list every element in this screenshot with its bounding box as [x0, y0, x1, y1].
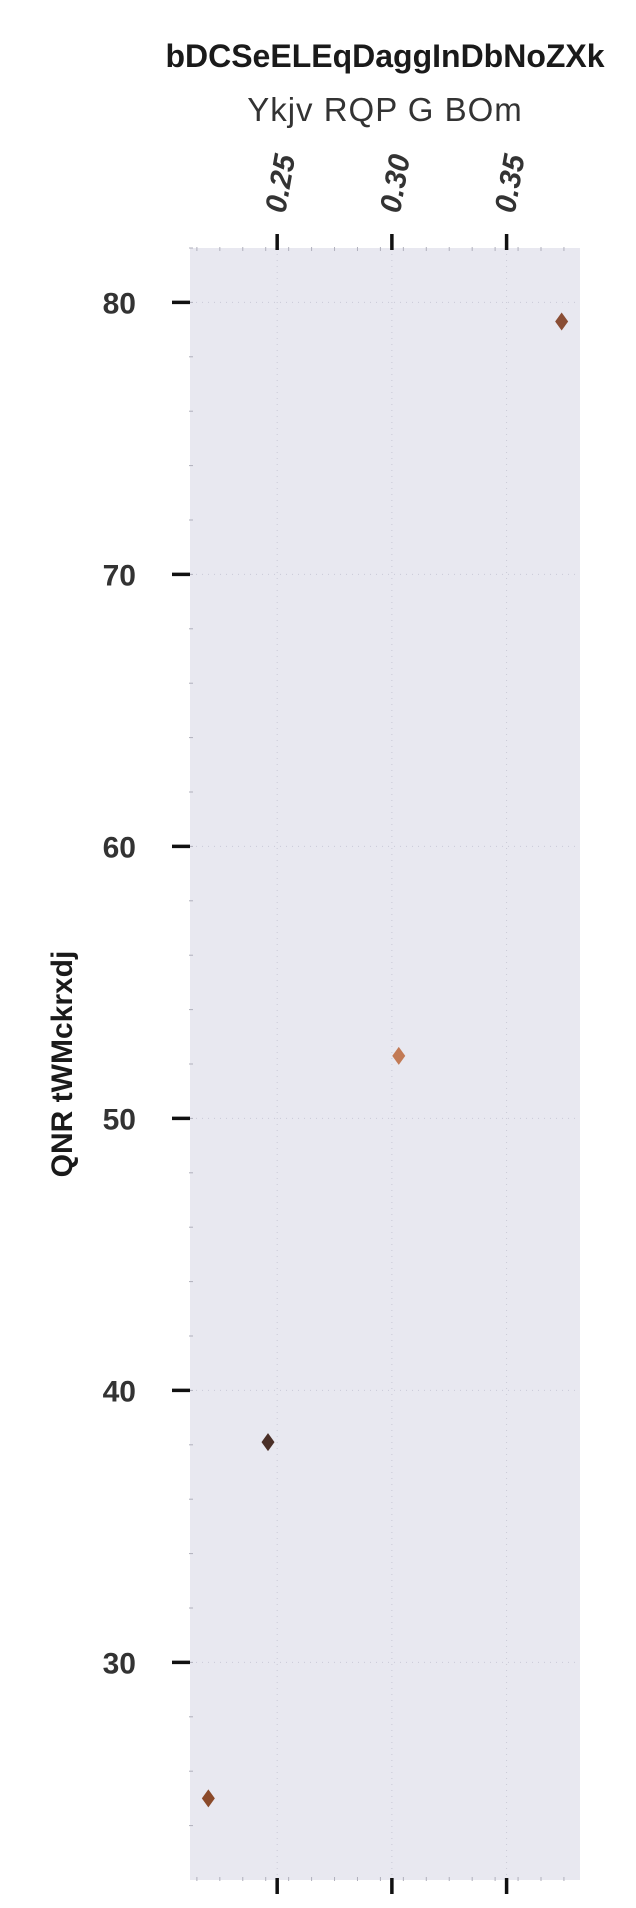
y-tick-label: 60: [102, 831, 136, 865]
y-tick-label: 30: [102, 1647, 136, 1681]
x-tick-label: 0.30: [374, 151, 417, 216]
y-tick-label: 70: [102, 559, 136, 593]
y-axis-label: QNR tWMckrxdj: [46, 950, 79, 1178]
y-axis-ticks: [103, 287, 190, 1680]
x-tick-label: 0.35: [488, 151, 532, 216]
y-tick-label: 40: [102, 1375, 136, 1409]
y-tick-label: 50: [102, 1103, 136, 1137]
y-tick-label: 80: [102, 287, 136, 321]
chart-title: bDCSeELEqDaggInDbNoZXk: [165, 38, 605, 74]
x-tick-label: 0.25: [259, 151, 303, 216]
plot-background: [190, 248, 580, 1880]
x-axis-label: Ykjv RQP G BOm: [247, 91, 523, 128]
